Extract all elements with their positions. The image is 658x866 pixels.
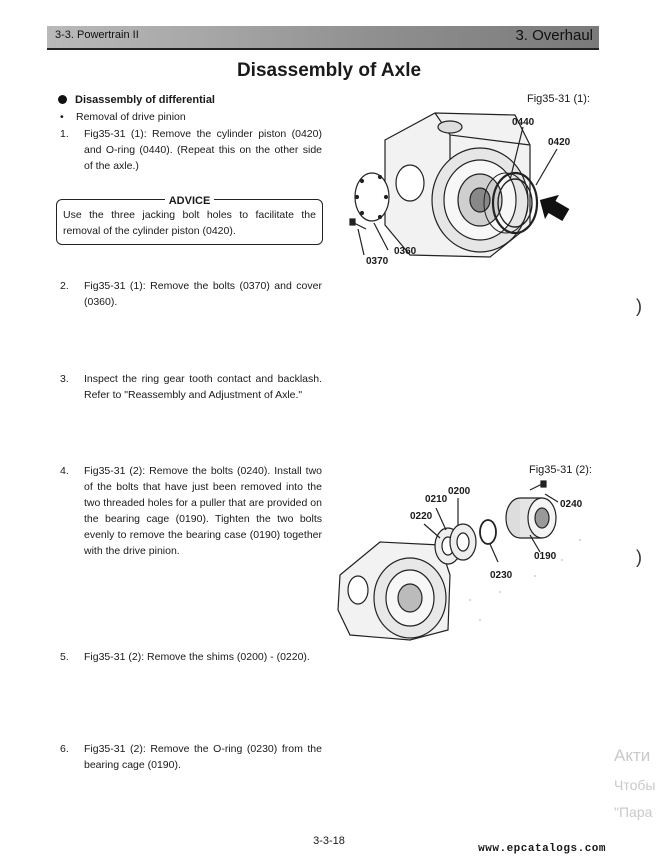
watermark-line-3: "Пара <box>614 804 653 820</box>
step-2 <box>60 278 322 312</box>
bullet-icon <box>58 95 67 104</box>
part-label: 0440 <box>512 117 535 128</box>
part-label: 0220 <box>410 511 433 522</box>
sub-bullet: • Removal of drive pinion <box>60 111 186 123</box>
step-text: Fig35-31 (1): Remove the cylinder piston (0420) and O-ring (0440). (Repeat this on the other side of the axle.) <box>84 128 322 172</box>
margin-mark: ) <box>636 296 642 316</box>
part-label: 0190 <box>534 551 557 562</box>
page-title: Disassembly of Axle <box>236 60 422 81</box>
subheading: Disassembly of differential <box>58 92 215 108</box>
part-label: 0200 <box>448 486 471 497</box>
part-label: 0240 <box>560 499 583 510</box>
watermark-line-1: Акти <box>614 746 651 765</box>
part-label: 0420 <box>548 137 571 148</box>
section-label: 3-3. Powertrain II <box>55 29 139 41</box>
page-number: 3-3-18 <box>313 835 345 847</box>
part-label: 0370 <box>366 256 389 267</box>
figure-1-illustration <box>340 105 600 270</box>
figure-1-label: Fig35-31 (1): <box>527 93 590 105</box>
advice-box <box>56 195 323 245</box>
step-number: 6. <box>60 743 69 755</box>
header-bar <box>47 26 599 50</box>
step-4 <box>60 463 322 577</box>
margin-mark: ) <box>636 547 642 567</box>
advice-title: ADVICE <box>57 191 322 209</box>
step-number: 1. <box>60 128 69 140</box>
part-label: 0360 <box>394 246 417 257</box>
step-5 <box>60 649 322 683</box>
figure-2-label: Fig35-31 (2): <box>529 464 592 476</box>
step-3 <box>60 371 322 421</box>
step-number: 3. <box>60 373 69 385</box>
step-number: 2. <box>60 280 69 292</box>
step-text: Inspect the ring gear tooth contact and backlash. Refer to "Reassembly and Adjustment of Axle." <box>84 373 322 401</box>
advice-text: Use the three jacking bolt holes to facilitate the removal of the cylinder piston (0420). <box>63 209 316 237</box>
step-text: Fig35-31 (2): Remove the bolts (0240). Install two of the bolts that have just been removed into the two threaded holes for a puller that are provided on the bearing cage (0190). Tighten the two bolts evenly to remove the bearing case (0190) together with the drive pinion. <box>84 465 322 557</box>
step-number: 4. <box>60 465 69 477</box>
step-number: 5. <box>60 651 69 663</box>
chapter-label: 3. Overhaul <box>515 27 593 44</box>
part-label: 0230 <box>490 570 513 581</box>
step-6 <box>60 741 322 775</box>
step-text: Fig35-31 (2): Remove the shims (0200) - (0220). <box>84 651 310 663</box>
step-text: Fig35-31 (2): Remove the O-ring (0230) from the bearing cage (0190). <box>84 743 322 771</box>
step-text: Fig35-31 (1): Remove the bolts (0370) and cover (0360). <box>84 280 322 308</box>
footer-url[interactable]: www.epcatalogs.com <box>478 843 606 855</box>
watermark-line-2: Чтобы <box>614 777 656 793</box>
step-1 <box>60 126 322 176</box>
part-label: 0210 <box>425 494 448 505</box>
